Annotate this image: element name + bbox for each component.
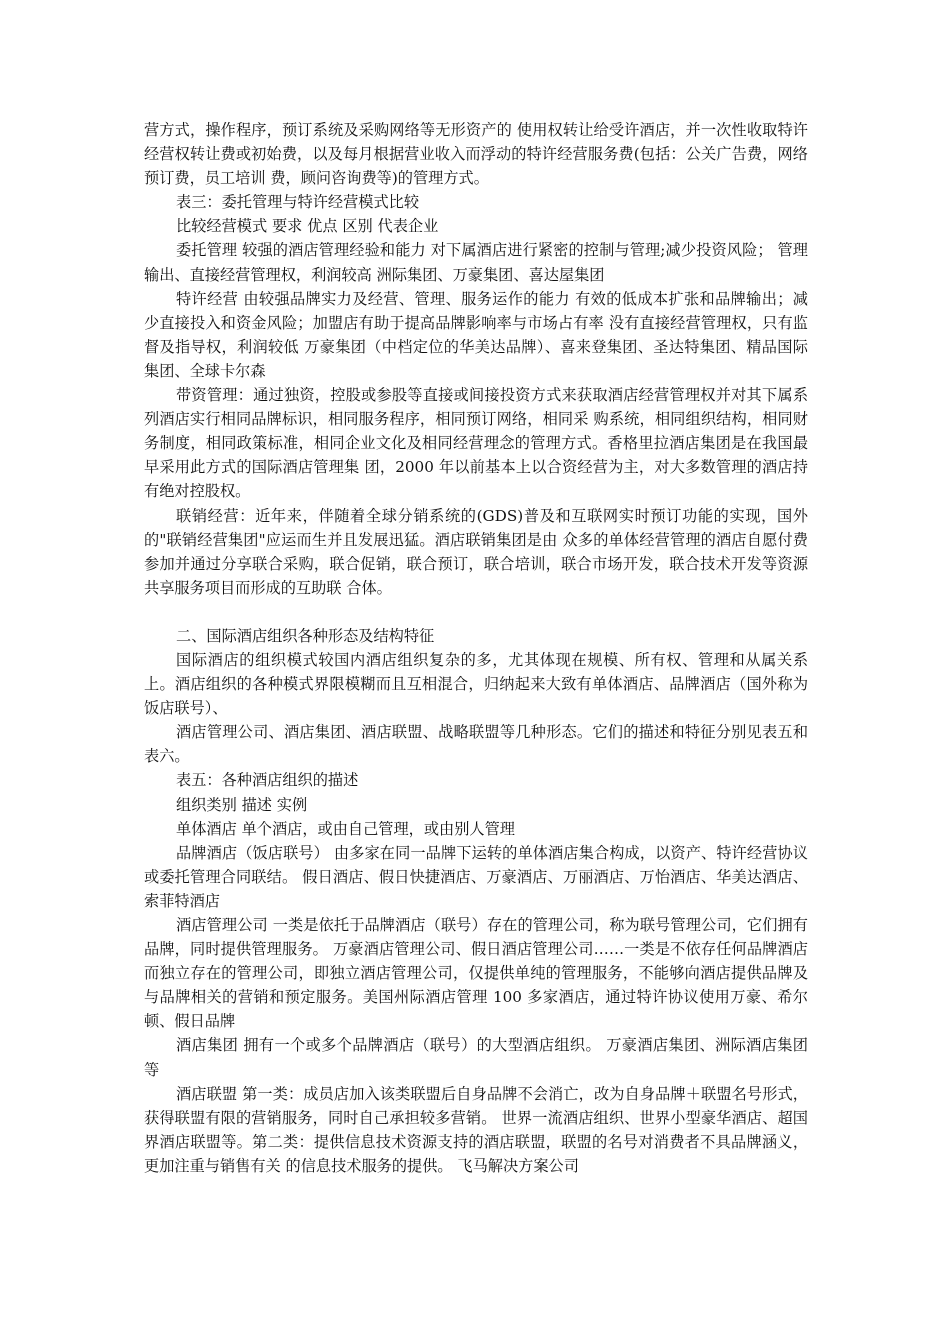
table3-header: 比较经营模式 要求 优点 区别 代表企业 bbox=[176, 217, 439, 236]
section-gap bbox=[144, 600, 808, 624]
paragraph-continuation: 营方式，操作程序，预订系统及采购网络等无形资产的 使用权转让给受许酒店，并一次性收取特许经营权转让费或初始费，以及每月根据营业收入而浮动的特许经营服务费(包括：公关广告费，网络预订费，员工培训 费，顾问咨询费等)的管理方式。 bbox=[144, 121, 808, 188]
table3-row-franchise: 特许经营 由较强品牌实力及经营、管理、服务运作的能力 有效的低成本扩张和品牌输出；减少直接投入和资金风险；加盟店有助于提高品牌影响率与市场占有率 没有直接经营管理权，只有监督及指导权，利润较低 万豪集团（中档定位的华美达品牌）、喜来登集团、圣达特集团、精品国际集团、全球卡尔森 bbox=[144, 289, 808, 380]
section-heading: 二、国际酒店组织各种形态及结构特征 bbox=[176, 626, 435, 645]
paragraph-org-models: 国际酒店的组织模式较国内酒店组织复杂的多，尤其体现在规模、所有权、管理和从属关系上。酒店组织的各种模式界限模糊而且互相混合，归纳起来大致有单体酒店、品牌酒店（国外称为饭店联号）、 bbox=[144, 650, 808, 718]
paragraph-joint-marketing: 联销经营：近年来，伴随着全球分销系统的(GDS)普及和互联网实时预订功能的实现，国外的"联销经营集团"应运而生并且发展迅猛。酒店联销集团是由 众多的单体经营管理的酒店自愿付费参加并通过分享联合采购，联合促销，联合预订，联合培训，联合市场开发，联合技术开发等资源共享服务项目而形成的互助联 合体。 bbox=[144, 506, 808, 597]
table5-row-management-company: 酒店管理公司 一类是依托于品牌酒店（联号）存在的管理公司，称为联号管理公司，它们拥有品牌，同时提供管理服务。 万豪酒店管理公司、假日酒店管理公司……一类是不依存任何品牌酒店而独立存在的管理公司，即独立酒店管理公司，仅提供单纯的管理服务，不能够向酒店提供品牌及与品牌相关的营销和预定服务。美国州际酒店管理 100 多家酒店，通过特许协议使用万豪、希尔顿、假日品牌 bbox=[144, 916, 808, 1031]
table5-row-single-hotel: 单体酒店 单个酒店，或由自己管理，或由别人管理 bbox=[176, 819, 515, 838]
table5-caption: 表五：各种酒店组织的描述 bbox=[176, 771, 359, 790]
table5-row-hotel-group: 酒店集团 拥有一个或多个品牌酒店（联号）的大型酒店组织。 万豪酒店集团、洲际酒店集团等 bbox=[144, 1036, 808, 1079]
table5-row-hotel-alliance: 酒店联盟 第一类：成员店加入该类联盟后自身品牌不会消亡，改为自身品牌＋联盟名号形式，获得联盟有限的营销服务，同时自己承担较多营销。 世界一流酒店组织、世界小型豪华酒店、超国界酒店联盟等。第二类：提供信息技术资源支持的酒店联盟，联盟的名号对消费者不具品牌涵义，更加注重与销售有关 的信息技术服务的提供。 飞马解决方案公司 bbox=[144, 1084, 808, 1175]
paragraph-org-forms: 酒店管理公司、酒店集团、酒店联盟、战略联盟等几种形态。它们的描述和特征分别见表五和表六。 bbox=[144, 723, 808, 766]
table5-row-brand-hotel: 品牌酒店（饭店联号） 由多家在同一品牌下运转的单体酒店集合构成，以资产、特许经营协议或委托管理合同联结。 假日酒店、假日快捷酒店、万豪酒店、万丽酒店、万怡酒店、华美达酒店、索菲特酒店 bbox=[144, 843, 808, 910]
document-body bbox=[144, 118, 808, 1178]
table3-row-entrusted: 委托管理 较强的酒店管理经验和能力 对下属酒店进行紧密的控制与管理;减少投资风险； 管理输出、直接经营管理权，利润较高 洲际集团、万豪集团、喜达屋集团 bbox=[144, 241, 808, 284]
paragraph-capital-management: 带资管理：通过独资，控股或参股等直接或间接投资方式来获取酒店经营管理权并对其下属系列酒店实行相同品牌标识，相同服务程序，相同预订网络，相同采 购系统，相同组织结构，相同财务制度，相同政策标准，相同企业文化及相同经营理念的管理方式。香格里拉酒店集团是在我国最早采用此方式的国际酒店管理集 团，2000 年以前基本上以合资经营为主，对大多数管理的酒店持有绝对控股权。 bbox=[144, 386, 808, 501]
table5-header: 组织类别 描述 实例 bbox=[176, 795, 308, 814]
table3-caption: 表三：委托管理与特许经营模式比较 bbox=[176, 193, 419, 212]
